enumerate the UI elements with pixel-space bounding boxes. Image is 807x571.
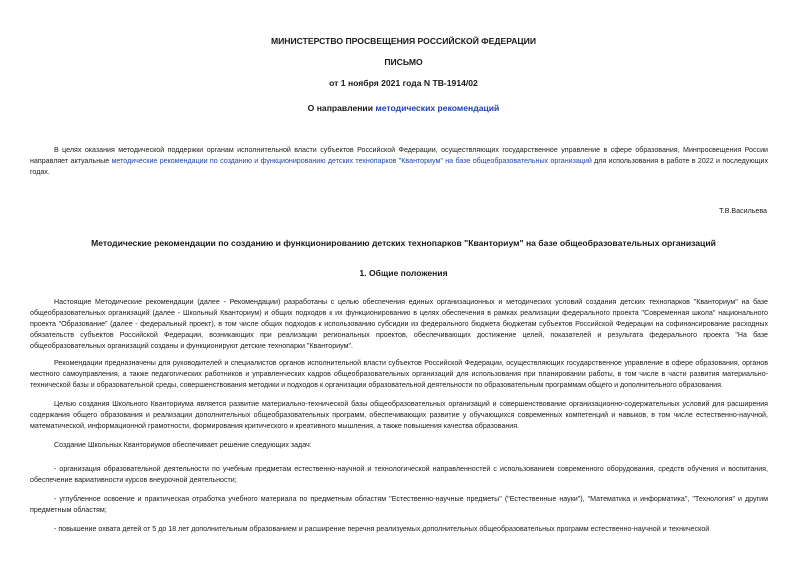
body-paragraph <box>30 440 768 451</box>
document-type: ПИСЬМО <box>384 57 423 67</box>
paragraph-text: Рекомендации предназначены для руководителей и специалистов органов исполнительной власти субъектов Российской Федерации, осуществляющих государственное управление в сфере образования, органов местного самоуправления, а также педагогических работников и управленческих кадров общеобразовательных организаций для использования при планировании работы, в том числе в части развития материально-технической базы и образовательной среды, совершенствования методики и подходов к организации образовательной деятельности по образовательным программам общего и дополнительного образования. <box>30 359 768 389</box>
section-title: 1. Общие положения <box>359 268 448 278</box>
paragraph-text: Создание Школьных Кванториумов обеспечивает решение следующих задач: <box>54 441 312 449</box>
paragraph-text: Целью создания Школьного Кванториума является развитие материально-технической базы общеобразовательных организаций и совершенствование организационно-содержательных условий для расширения содержания общего образования и реализации дополнительных общеобразовательных программ, обеспечивающих развитие у обучающихся современных компетенций и навыков, в том числе естественно-научной, математической, информационной грамотности, формирования критического и креативного мышления, а также повышения качества образования. <box>30 400 768 430</box>
intro-paragraph <box>30 145 768 178</box>
signature: Т.В.Васильева <box>719 207 767 215</box>
intro-text-2: для использования в работе в 2022 и последующих годах. <box>30 157 768 176</box>
intro-text-1: В целях оказания методической поддержки органам исполнительной власти субъектов Российской Федерации, осуществляющих государственное управление в сфере образования, Минпросвещения России направляет актуальные <box>30 146 768 165</box>
body-paragraph <box>30 358 768 391</box>
ministry-heading: МИНИСТЕРСТВО ПРОСВЕЩЕНИЯ РОССИЙСКОЙ ФЕДЕРАЦИИ <box>270 36 537 46</box>
list-item <box>30 524 768 535</box>
paragraph-text: - углубленное освоение и практическая отработка учебного материала по предметным областям "Естественно-научные предметы" ("Естественные науки"), "Математика и информатика", "Технология" и другим предметным областям; <box>30 495 768 514</box>
intro-link[interactable]: методические рекомендации по созданию и функционированию детских технопарков "Кванториум" на базе общеобразовательных организаций <box>111 157 592 165</box>
document-date-number: от 1 ноября 2021 года N ТВ-1914/02 <box>329 78 478 88</box>
document-subject <box>0 103 807 114</box>
subject-prefix: О направлении <box>307 103 376 113</box>
list-item <box>30 494 768 516</box>
list-item <box>30 464 768 486</box>
paragraph-text: - повышение охвата детей от 5 до 18 лет дополнительным образованием и расширение перечня реализуемых дополнительных общеобразовательных программ естественно-научной и технической <box>54 525 710 533</box>
paragraph-text: Настоящие Методические рекомендации (далее - Рекомендации) разработаны с целью обеспечения единых организационных и методических условий создания детских технопарков "Кванториум" на базе общеобразовательных организаций (далее - Школьный Кванториум) и общих подходов к их функционированию в целях обеспечения в рамках реализации федерального проекта "Современная школа" национального проекта "Образование" (далее - федеральный проект), в том числе общих подходов к использованию субсидии из федерального бюджета бюджетам субъектов Российской Федерации на софинансирование расходных обязательств субъектов Российской Федерации, возникающих при реализации региональных проектов, обеспечивающих достижение целей, показателей и результата федерального проекта "На базе общеобразовательных организаций созданы и функционируют детские технопарки "Кванториум". <box>30 298 768 350</box>
body-paragraph <box>30 297 768 352</box>
subject-link[interactable]: методических рекомендаций <box>375 103 500 113</box>
paragraph-text: - организация образовательной деятельности по учебным предметам естественно-научной и технологической направленностей с использованием современного оборудования, средств обучения и воспитания, обеспечение вариативности курсов внеурочной деятельности; <box>30 465 768 484</box>
body-paragraph <box>30 399 768 432</box>
recommendations-title: Методические рекомендации по созданию и функционированию детских технопарков "Кванториум" на базе общеобразовательных организаций <box>91 238 716 248</box>
